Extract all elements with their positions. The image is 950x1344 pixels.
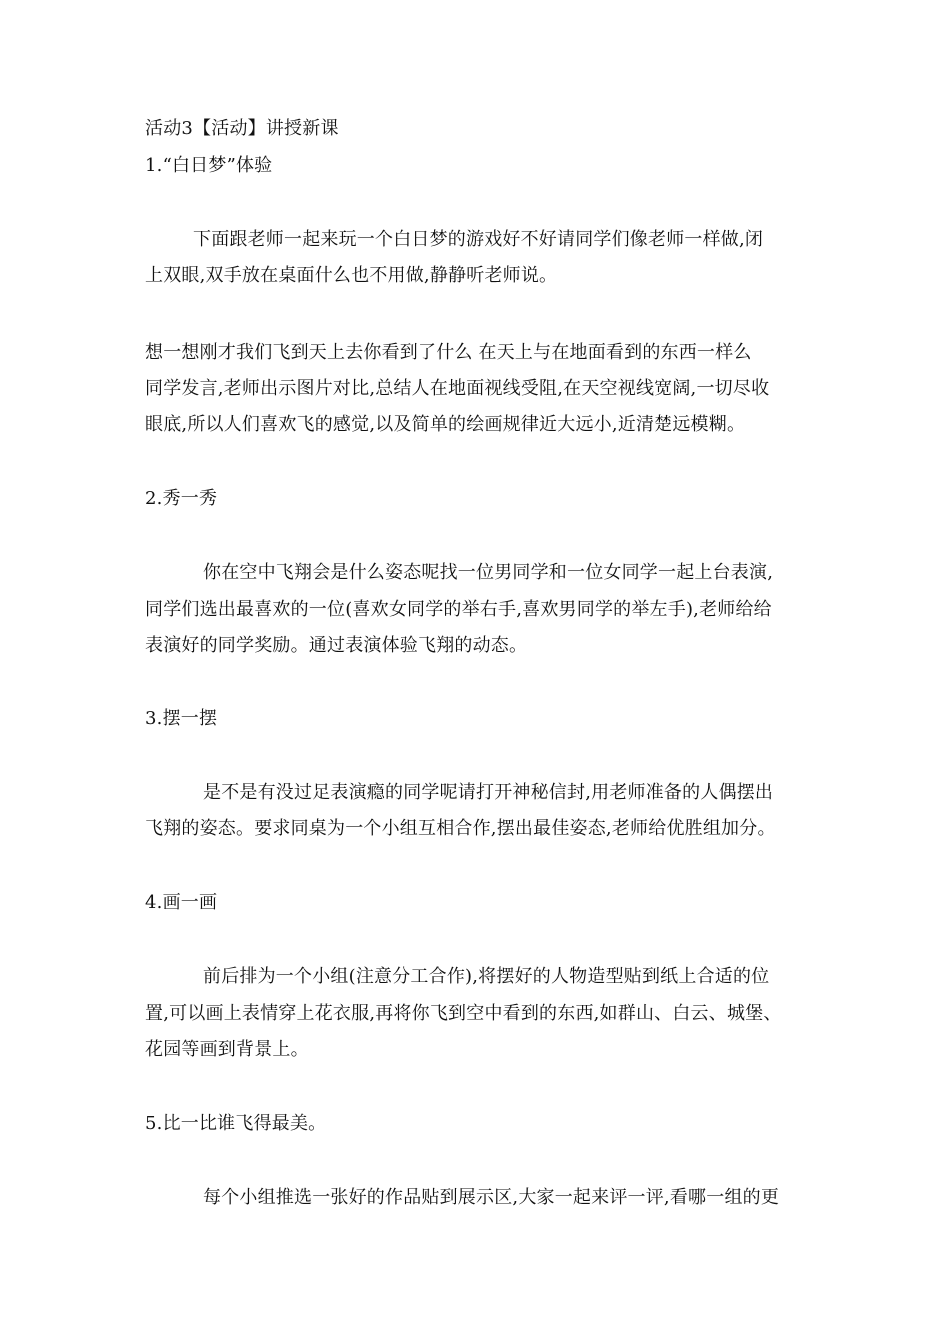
section-heading-1: 1.“白日梦”体验 xyxy=(145,155,273,176)
paragraph-3-line-3: 表演好的同学奖励。通过表演体验飞翔的动态。 xyxy=(145,635,528,656)
section-heading-3: 3.摆一摆 xyxy=(145,708,218,729)
paragraph-5-line-1: 前后排为一个小组(注意分工合作),将摆好的人物造型贴到纸上合适的位 xyxy=(203,966,770,987)
paragraph-5-line-3: 花园等画到背景上。 xyxy=(145,1039,309,1060)
paragraph-6-line-1: 每个小组推选一张好的作品贴到展示区,大家一起来评一评,看哪一组的更 xyxy=(203,1187,780,1208)
paragraph-2-line-2: 同学发言,老师出示图片对比,总结人在地面视线受阻,在天空视线宽阔,一切尽收 xyxy=(145,378,770,399)
section-heading-2: 2.秀一秀 xyxy=(145,488,218,509)
paragraph-4-line-1: 是不是有没过足表演瘾的同学呢请打开神秘信封,用老师准备的人偶摆出 xyxy=(203,782,774,803)
paragraph-2-line-1: 想一想刚才我们飞到天上去你看到了什么 在天上与在地面看到的东西一样么 xyxy=(145,342,752,363)
paragraph-3-line-2: 同学们选出最喜欢的一位(喜欢女同学的举右手,喜欢男同学的举左手),老师给给 xyxy=(145,599,772,620)
paragraph-2-line-3: 眼底,所以人们喜欢飞的感觉,以及简单的绘画规律近大远小,近清楚远模糊。 xyxy=(145,414,746,435)
paragraph-1-line-2: 上双眼,双手放在桌面什么也不用做,静静听老师说。 xyxy=(145,265,558,286)
activity-title: 活动3【活动】讲授新课 xyxy=(145,118,339,139)
paragraph-4-line-2: 飞翔的姿态。要求同桌为一个小组互相合作,摆出最佳姿态,老师给优胜组加分。 xyxy=(145,818,776,839)
paragraph-1-line-1: 下面跟老师一起来玩一个白日梦的游戏好不好请同学们像老师一样做,闭 xyxy=(193,229,764,250)
section-heading-4: 4.画一画 xyxy=(145,892,218,913)
paragraph-3-line-1: 你在空中飞翔会是什么姿态呢找一位男同学和一位女同学一起上台表演, xyxy=(203,562,774,583)
section-heading-5: 5.比一比谁飞得最美。 xyxy=(145,1113,327,1134)
paragraph-5-line-2: 置,可以画上表情穿上花衣服,再将你飞到空中看到的东西,如群山、白云、城堡、 xyxy=(145,1003,782,1024)
